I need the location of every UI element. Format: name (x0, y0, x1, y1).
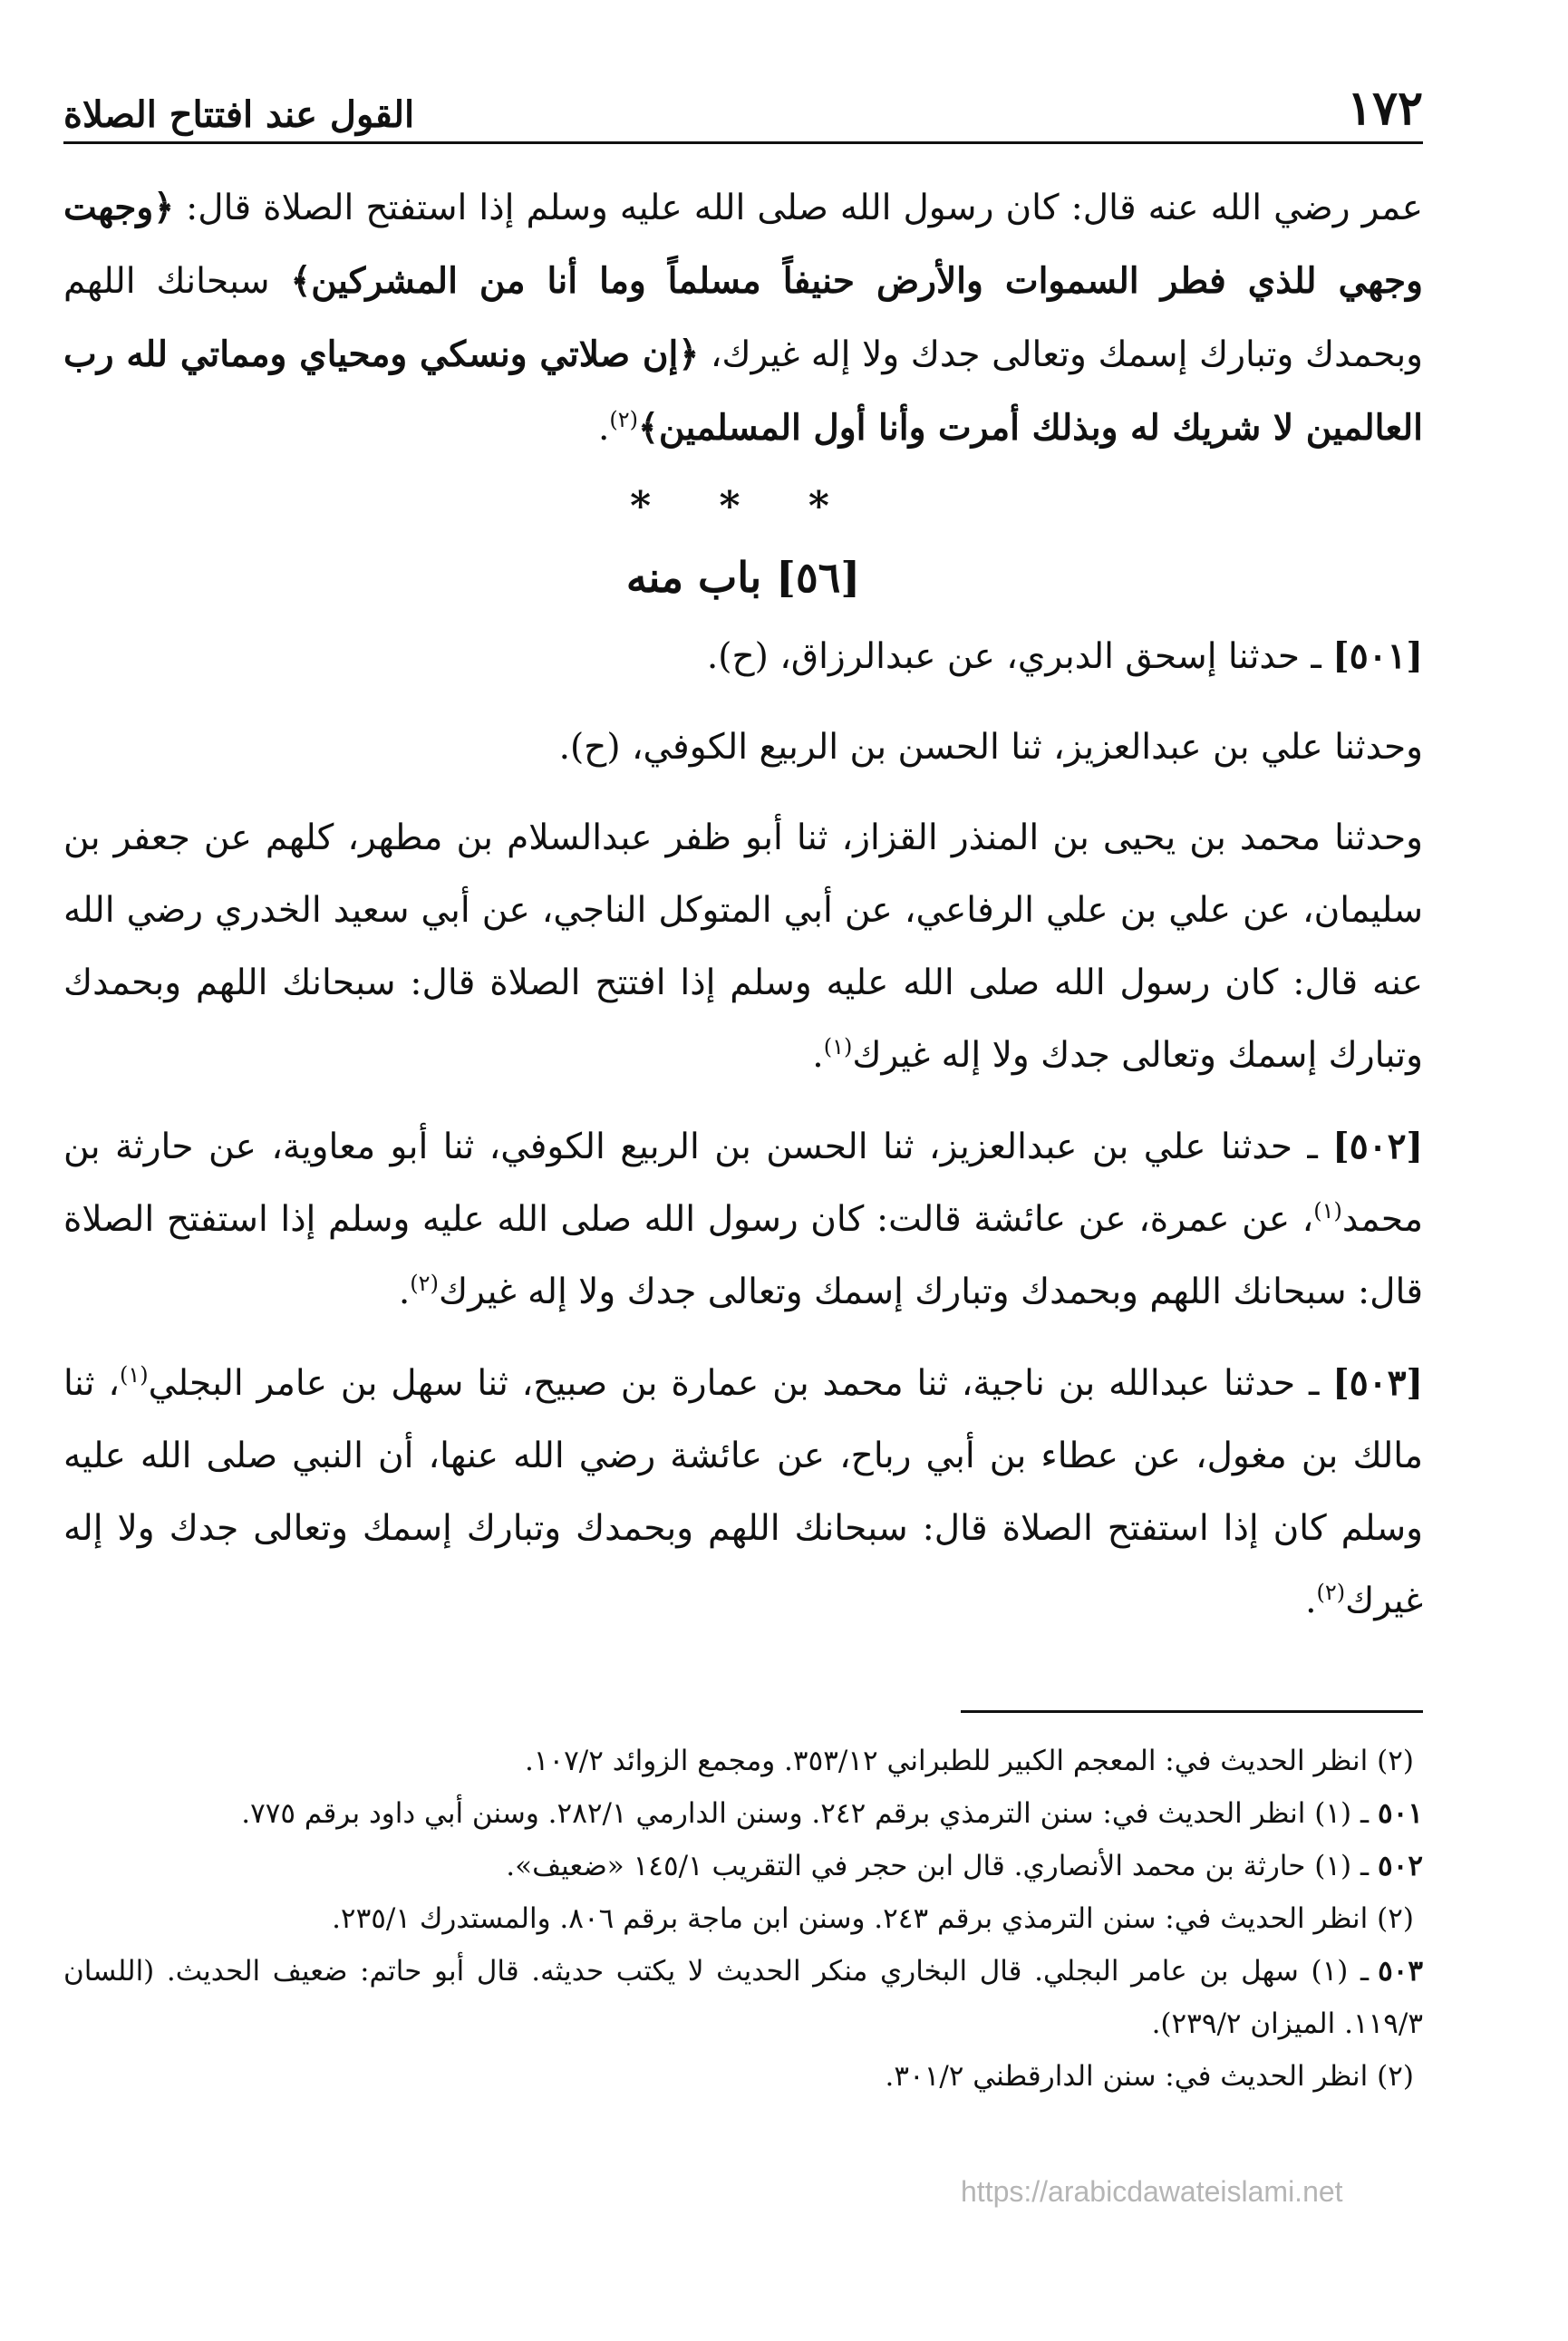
hadith-501-chain-2-text: وحدثنا علي بن عبدالعزيز، ثنا الحسن بن الربيع الكوفي، (ح). (558, 727, 1423, 768)
footnote (63, 2050, 1423, 2103)
hadith-501-chain-1 (63, 620, 1423, 693)
hadith-501-chain-2 (63, 711, 1423, 784)
hadith-502-part-2: ، عن عمرة، عن عائشة قالت: كان رسول الله صلى الله عليه وسلم إذا استفتح الصلاة قال: سبحانك اللهم وبحمدك وتبارك إسمك وتعالى جدك ولا إله غيرك (63, 1199, 1423, 1312)
hadith-502-part-1: ـ حدثنا علي بن عبدالعزيز، ثنا الحسن بن الربيع الكوفي، ثنا أبو معاوية، عن حارثة بن محمد (63, 1127, 1423, 1240)
footnote-ref: (١) (823, 1034, 853, 1059)
intro-middle: سبحانك اللهم وبحمدك وتبارك إسمك وتعالى جدك ولا إله غيرك، (63, 261, 1424, 375)
hadith-501-end: . (812, 1035, 824, 1076)
footnote (63, 1840, 1423, 1892)
footnote-hadith-number: ٥٠٢ (1378, 1850, 1423, 1882)
hadith-501-chain-1-text: ـ حدثنا إسحق الدبري، عن عبدالرزاق، (ح). (706, 636, 1321, 677)
intro-end: . (597, 408, 610, 449)
footnote-text: (٢) انظر الحديث في: سنن الدارقطني ٣٠١/٢. (885, 2060, 1414, 2093)
watermark-url: https://arabicdawateislami.net (961, 2175, 1343, 2208)
intro-paragraph (63, 171, 1423, 465)
hadith-number: [٥٠٢] (1332, 1126, 1423, 1167)
chapter-heading: [٥٦] باب منه (625, 553, 861, 602)
hadith-502 (63, 1110, 1423, 1329)
running-header (63, 73, 1423, 144)
quran-verse-1: ﴿وجهت وجهي للذي فطر السموات والأرض حنيفاً مسلماً وما أنا من المشركين﴾ (63, 187, 1423, 302)
hadith-501-body (63, 802, 1423, 1092)
hadith-501-text: وحدثنا محمد بن يحيى بن المنذر القزاز، ثنا أبو ظفر عبدالسلام بن مطهر، كلهم عن جعفر بن سليمان، عن علي بن علي الرفاعي، عن أبي المتوكل الناجي، عن أبي سعيد الخدري رضي الله عنه قال: كان رسول الله صلى الله عليه وسلم إذا افتتح الصلاة قال: سبحانك اللهم وبحمدك وتبارك إسمك وتعالى جدك ولا إله غيرك (63, 817, 1423, 1076)
hadith-503-part-1: ـ حدثنا عبدالله بن ناجية، ثنا محمد بن عمارة بن صبيح، ثنا سهل بن عامر البجلي (148, 1363, 1320, 1404)
hadith-number: [٥٠١] (1332, 635, 1423, 677)
footnote-ref: (١) (1313, 1198, 1342, 1224)
footnote-ref: (٢) (410, 1271, 439, 1296)
quran-verse-2: ﴿إن صلاتي ونسكي ومحياي ومماتي لله رب العالمين لا شريك له وبذلك أمرت وأنا أول المسلمين﴾ (63, 334, 1423, 449)
footnote-hadith-number: ٥٠١ (1378, 1797, 1423, 1830)
footnote-divider (961, 1710, 1423, 1713)
hadith-number: [٥٠٣] (1332, 1362, 1423, 1404)
hadith-502-end: . (398, 1272, 411, 1312)
book-page (63, 73, 1423, 2103)
main-text (63, 171, 1423, 1638)
section-separator: * * * (630, 483, 857, 529)
running-title: القول عند افتتاح الصلاة (63, 93, 415, 136)
footnote (63, 1735, 1423, 1787)
intro-lead: عمر رضي الله عنه قال: كان رسول الله صلى الله عليه وسلم إذا استفتح الصلاة قال: (186, 188, 1423, 228)
footnote-text: ـ (١) سهل بن عامر البجلي. قال البخاري منكر الحديث لا يكتب حديثه. قال أبو حاتم: ضعيف الحديث. (اللسان ١١٩/٣. الميزان ٢٣٩/٢). (63, 1955, 1423, 2040)
hadith-503-part-2: ، ثنا مالك بن مغول، عن عطاء بن أبي رباح، عن عائشة رضي الله عنها، أن النبي صلى الله عليه وسلم كان إذا استفتح الصلاة قال: سبحانك اللهم وبحمدك وتبارك إسمك وتعالى جدك ولا إله غيرك (63, 1363, 1423, 1621)
footnote-text: ـ (١) حارثة بن محمد الأنصاري. قال ابن حجر في التقريب ١٤٥/١ «ضعيف». (506, 1850, 1370, 1882)
page-number: ١٧٢ (1347, 81, 1423, 136)
footnote (63, 1787, 1423, 1840)
footnotes (63, 1735, 1423, 2103)
footnote (63, 1892, 1423, 1945)
footnote-hadith-number: ٥٠٣ (1378, 1955, 1424, 1988)
hadith-503-end: . (1305, 1581, 1317, 1621)
footnote-ref: (٢) (609, 407, 639, 432)
footnote-text: ـ (١) انظر الحديث في: سنن الترمذي برقم ٢٤٢. وسنن الدارمي ٢٨٢/١. وسنن أبي داود برقم ٧٧٥. (241, 1797, 1370, 1830)
footnote-text: (٢) انظر الحديث في: المعجم الكبير للطبراني ٣٥٣/١٢. ومجمع الزوائد ١٠٧/٢. (524, 1745, 1414, 1777)
footnote-text: (٢) انظر الحديث في: سنن الترمذي برقم ٢٤٣. وسنن ابن ماجة برقم ٨٠٦. والمستدرك ٢٣٥/١. (332, 1902, 1414, 1935)
footnote-ref: (١) (119, 1362, 149, 1388)
footnote (63, 1945, 1423, 2050)
hadith-503 (63, 1347, 1423, 1638)
footnote-ref: (٢) (1316, 1580, 1346, 1605)
